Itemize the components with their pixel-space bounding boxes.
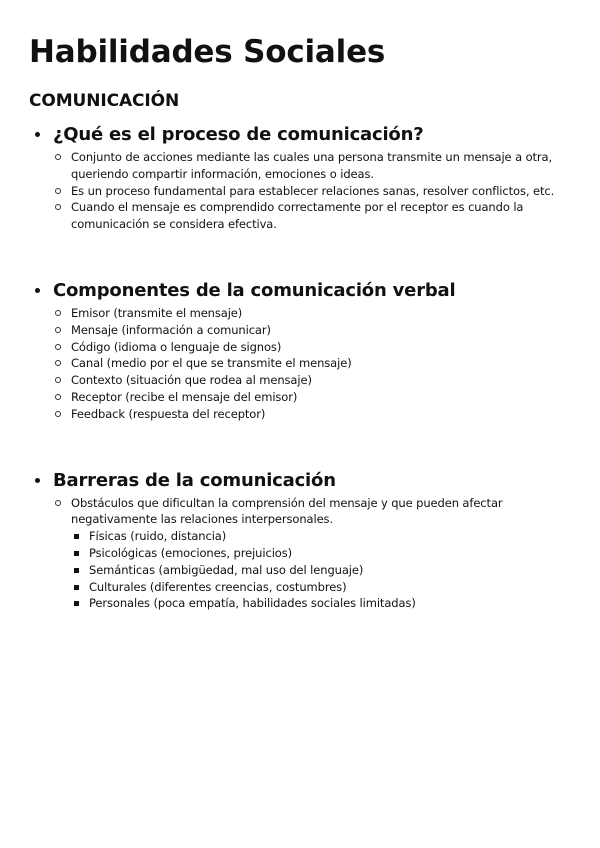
list-item-text: Personales (poca empatía, habilidades sociales limitadas) [89, 596, 416, 611]
circle-bullet-icon [55, 204, 61, 210]
topic-barreras [29, 467, 571, 613]
list-item-text: Feedback (respuesta del receptor) [71, 406, 266, 421]
topic-heading: ¿Qué es el proceso de comunicación? [53, 124, 424, 145]
topic-heading: Barreras de la comunicación [53, 469, 336, 491]
square-bullet-icon [74, 585, 79, 590]
list-item [53, 305, 571, 322]
list-item-text: Semánticas (ambigüedad, mal uso del lenguaje) [89, 562, 364, 577]
topic-item-list [53, 149, 571, 233]
list-item [53, 372, 571, 389]
list-item-text: Obstáculos que dificultan la comprensión del mensaje y que pueden afectar negativamente las relaciones interpersonales. [71, 495, 503, 527]
list-item-text: Canal (medio por el que se transmite el mensaje) [71, 356, 352, 371]
list-item [71, 579, 571, 596]
list-item [53, 149, 571, 183]
list-item-text: Código (idioma o lenguaje de signos) [71, 339, 282, 354]
list-item [53, 495, 571, 613]
topic-item-list [53, 495, 571, 613]
list-item-text: Mensaje (información a comunicar) [71, 322, 271, 337]
list-item-text: Cuando el mensaje es comprendido correctamente por el receptor es cuando la comunicación se considera efectiva. [71, 200, 524, 232]
circle-bullet-icon [55, 344, 61, 350]
list-item [71, 595, 571, 612]
disc-bullet-icon [35, 478, 40, 483]
topic-item-list [53, 305, 571, 423]
list-item [53, 389, 571, 406]
section-heading: COMUNICACIÓN [29, 91, 180, 111]
square-bullet-icon [74, 601, 79, 606]
disc-bullet-icon [35, 132, 40, 137]
square-bullet-icon [74, 534, 79, 539]
list-item-text: Físicas (ruido, distancia) [89, 529, 227, 544]
circle-bullet-icon [55, 360, 61, 366]
list-item-text: Contexto (situación que rodea al mensaje) [71, 373, 312, 388]
list-item-text: Receptor (recibe el mensaje del emisor) [71, 389, 298, 404]
topic-componentes [29, 277, 571, 423]
list-item-text: Emisor (transmite el mensaje) [71, 305, 243, 320]
circle-bullet-icon [55, 188, 61, 194]
page-title: Habilidades Sociales [29, 34, 386, 70]
disc-bullet-icon [35, 288, 40, 293]
list-item [71, 545, 571, 562]
list-item [53, 322, 571, 339]
list-item-text: Psicológicas (emociones, prejuicios) [89, 545, 293, 560]
barrier-type-list [71, 528, 571, 612]
list-item [71, 562, 571, 579]
list-item [53, 199, 571, 233]
circle-bullet-icon [55, 327, 61, 333]
topic-heading: Componentes de la comunicación verbal [53, 279, 456, 301]
list-item [53, 406, 571, 423]
topic-proceso-comunicacion [29, 121, 571, 233]
square-bullet-icon [74, 568, 79, 573]
circle-bullet-icon [55, 411, 61, 417]
list-item [53, 183, 571, 200]
list-item-text: Conjunto de acciones mediante las cuales una persona transmite un mensaje a otra, queriendo compartir información, emociones o ideas. [71, 150, 553, 181]
circle-bullet-icon [55, 154, 61, 160]
circle-bullet-icon [55, 500, 61, 506]
list-item [71, 528, 571, 545]
list-item [53, 355, 571, 372]
circle-bullet-icon [55, 310, 61, 316]
square-bullet-icon [74, 551, 79, 556]
circle-bullet-icon [55, 377, 61, 383]
list-item [53, 339, 571, 356]
list-item-text: Culturales (diferentes creencias, costumbres) [89, 579, 347, 594]
circle-bullet-icon [55, 394, 61, 400]
list-item-text: Es un proceso fundamental para establecer relaciones sanas, resolver conflictos, etc. [71, 183, 555, 198]
topic-list [29, 121, 571, 612]
